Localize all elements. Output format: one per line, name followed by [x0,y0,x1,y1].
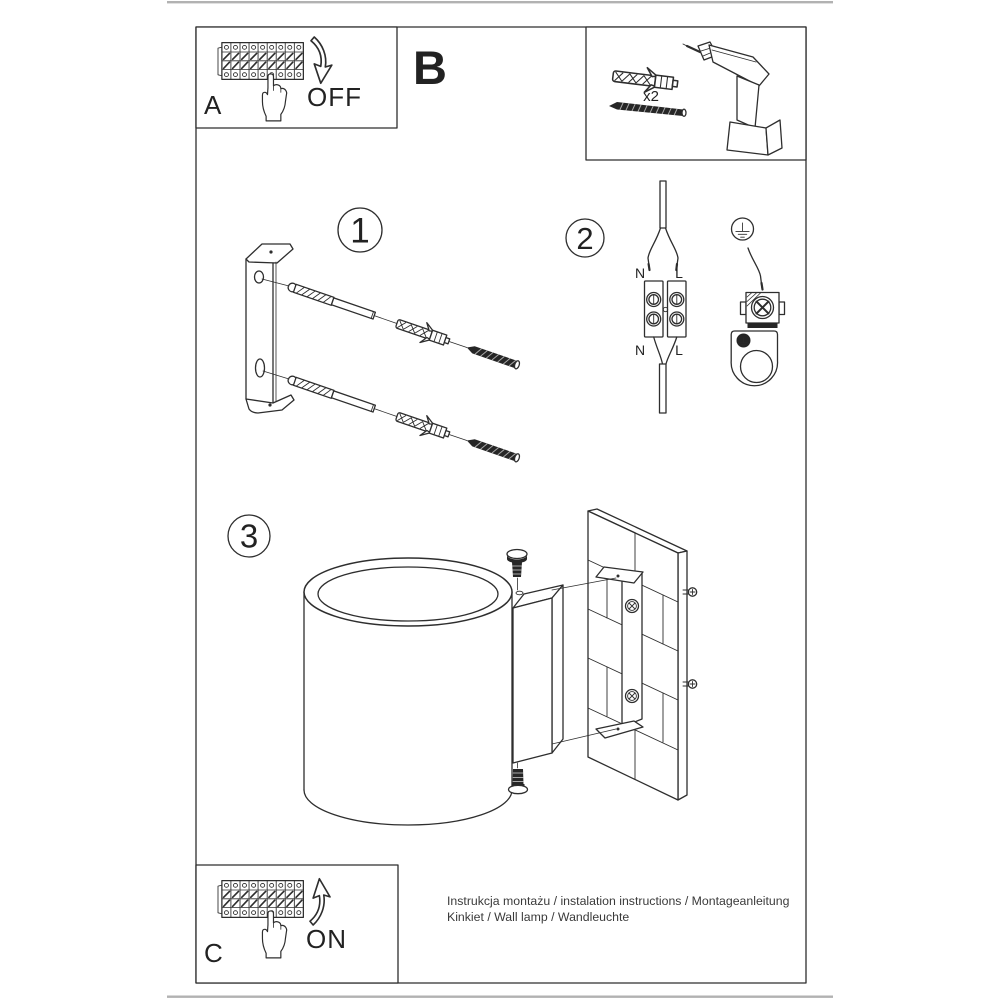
wire-label-l-top: L [675,265,683,281]
panel-a-label: A [204,90,222,120]
lamp-cable-icon [654,337,677,413]
screw-assembly-top [285,276,523,375]
caption [447,894,790,924]
step-2-wiring [566,181,785,413]
earth-terminal-icon [741,293,785,329]
step-1-mount-bracket [246,208,522,468]
screw-assembly-bottom [285,369,523,468]
panel-c-label: C [204,938,223,968]
wire-label-l-bottom: L [675,342,683,358]
step-3-number: 3 [239,517,259,555]
step-1-number: 1 [350,211,370,251]
parts-box [586,27,806,160]
wire-label-n-top: N [634,265,646,281]
breaker-panel-icon [218,881,303,918]
step-2-number: 2 [576,221,594,256]
section-b-label: B [413,41,447,94]
step-3-attach-shade [228,509,697,825]
breaker-panel-icon [218,43,303,80]
caption-line-1: Instrukcja montażu / instalation instructions / Montageanleitung [447,894,790,908]
panel-a-power-off [196,27,397,128]
terminal-block-icon [645,281,687,337]
alignment-line [262,279,289,379]
earth-symbol-icon [732,218,754,240]
photo-bottom-edge [167,996,833,998]
supply-cable-icon [648,181,678,270]
ground-plate-icon [731,331,777,386]
photo-top-edge [167,1,833,3]
lamp-back-plate-icon [513,585,563,763]
panel-c-action-label: ON [306,924,347,954]
caption-line-2: Kinkiet / Wall lamp / Wandleuchte [447,910,630,924]
panel-a-action-label: OFF [307,82,362,112]
quantity-label: x2 [643,88,659,105]
mounting-bracket-icon [246,244,294,413]
lamp-shade-icon [304,558,512,825]
page-border [196,27,806,983]
wire-label-n-bottom: N [634,342,646,358]
panel-c-power-on [196,865,398,983]
earth-wire-icon [748,248,763,290]
